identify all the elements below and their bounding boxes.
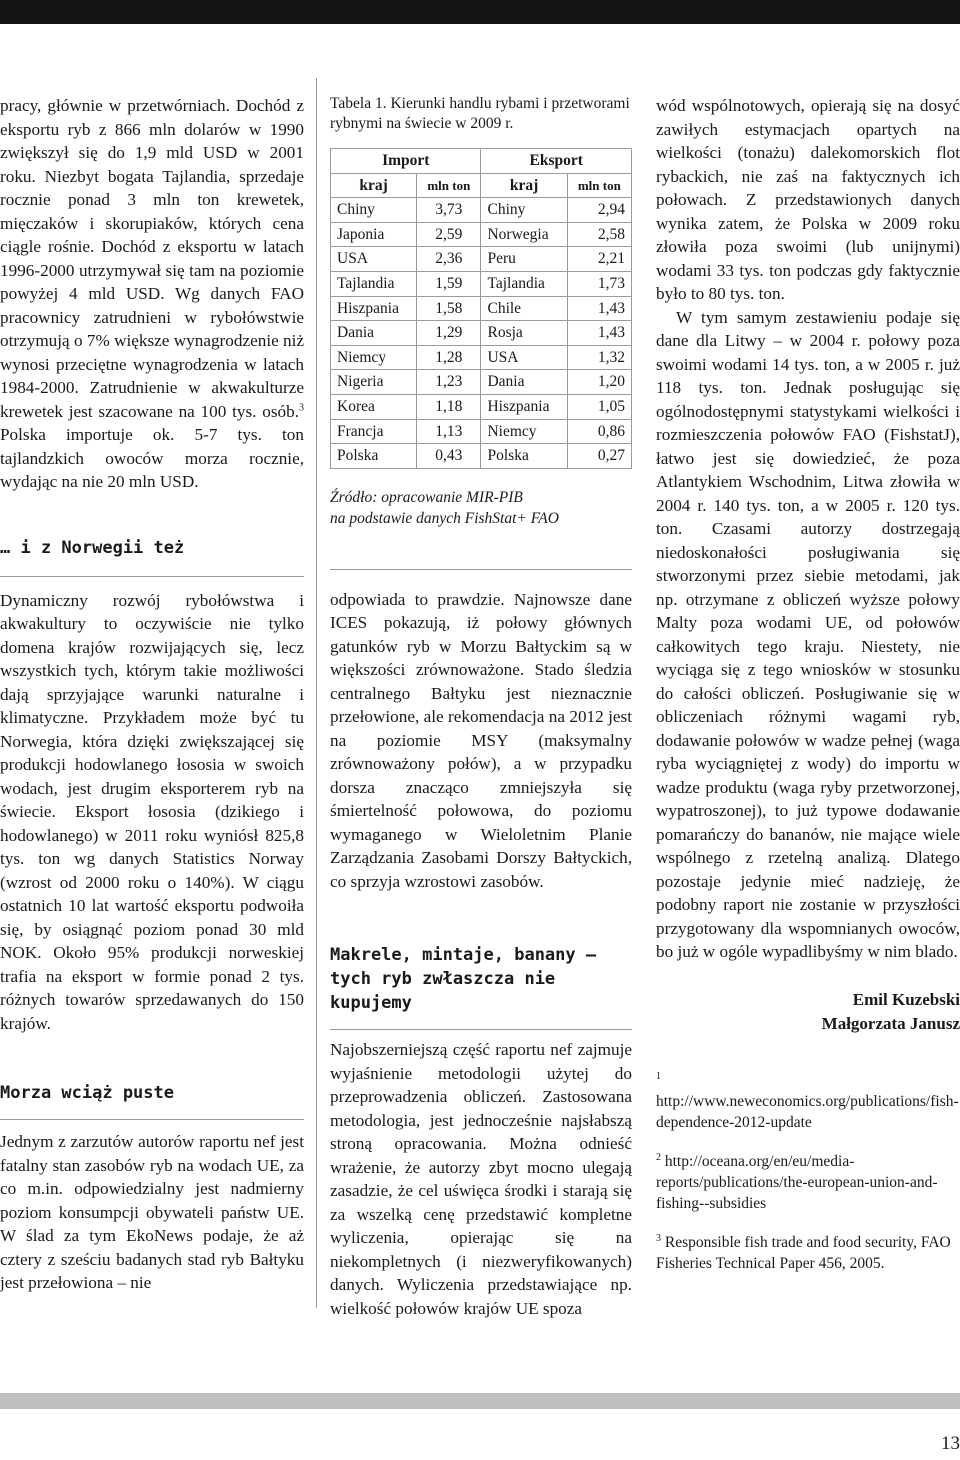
import-value-cell: 3,73 xyxy=(417,198,481,223)
section-rule xyxy=(330,569,632,570)
author-name: Emil Kuzebski xyxy=(852,989,960,1009)
table-body xyxy=(331,198,632,469)
section-heading: Morza wciąż puste xyxy=(0,1083,174,1103)
table-row xyxy=(331,321,632,346)
top-bar xyxy=(0,0,960,24)
import-value-cell: 2,59 xyxy=(417,222,481,247)
footnote-number: 2 xyxy=(656,1151,661,1163)
export-value-cell: 1,05 xyxy=(567,394,631,419)
heading-line: Makrele, mintaje, banany – xyxy=(330,945,597,966)
table-row xyxy=(331,222,632,247)
table-row xyxy=(331,419,632,444)
source-line: Źródło: opracowanie MIR-PIB xyxy=(330,488,523,506)
import-value-cell: 1,29 xyxy=(417,321,481,346)
heading-rule xyxy=(330,1029,632,1030)
import-value-cell: 1,59 xyxy=(417,271,481,296)
import-country-cell: Hiszpania xyxy=(331,296,417,321)
bottom-bar xyxy=(0,1393,960,1409)
trade-table xyxy=(330,148,632,469)
table-row xyxy=(331,198,632,223)
import-value-cell: 1,23 xyxy=(417,370,481,395)
export-value-cell: 0,27 xyxy=(567,444,631,469)
source-line: na podstawie danych FishStat+ FAO xyxy=(330,509,559,527)
import-country-cell: Korea xyxy=(331,394,417,419)
heading-rule xyxy=(0,1119,304,1120)
import-value-cell: 1,18 xyxy=(417,394,481,419)
footnote xyxy=(656,1151,960,1214)
import-country-cell: Francja xyxy=(331,419,417,444)
import-country-cell: Dania xyxy=(331,321,417,346)
author-name: Małgorzata Janusz xyxy=(821,1013,960,1033)
footnote-text: http://oceana.org/en/eu/media-reports/publications/the-european-union-and-fishing--subsidies xyxy=(656,1152,938,1212)
section-heading xyxy=(330,943,632,1015)
import-value-cell: 1,13 xyxy=(417,419,481,444)
export-country-cell: USA xyxy=(481,345,567,370)
column-header-country: kraj xyxy=(331,173,417,198)
table-row xyxy=(331,296,632,321)
export-value-cell: 2,94 xyxy=(567,198,631,223)
paragraph-text: pracy, głównie w przetwórniach. Dochód z eksportu ryb z 866 mln dolarów w 1990 zwiększył się do 1,9 mld USD w 2001 roku. Niezbyt bogata Tajlandia, sprzedaje rocznie ponad 3 mln ton krewetek, mięczaków i skorupiaków, których cena ciągle rośnie. Dochód z eksportu w latach 1996-2000 utrzymywał się tam na poziomie powyżej 4 mld USD. Wg danych FAO pracownicy zatrudnieni w rybołówstwie otrzymują o 7% większe wynagrodzenie niż wynosi przeciętne wynagrodzenia w latach 1984-2000. Zatrudnienie w akwakulturze krewetek jest szacowane na 100 tys. osób. xyxy=(0,96,305,421)
footnote-text: Responsible fish trade and food security, FAO Fisheries Technical Paper 456, 2005. xyxy=(656,1233,951,1272)
export-value-cell: 1,43 xyxy=(567,321,631,346)
export-country-cell: Chiny xyxy=(481,198,567,223)
column-right xyxy=(656,94,960,1274)
table-row xyxy=(331,370,632,395)
import-value-cell: 2,36 xyxy=(417,247,481,272)
paragraph: wód wspólnotowych, opierają się na dosyć zawiłych estymacjach opartych na wielkości (tonażu) dalekomorskich flot rybackich, nie zaś na faktycznych ich połowach. Z przedstawionych danych wynika zatem, że Polska w 2009 roku złowiła poza swoimi (lub unijnymi) wodami 33 tys. ton podczas gdy faktycznie było to 80 tys. ton. xyxy=(656,96,960,303)
footnote xyxy=(656,1070,960,1133)
table-column-header-row xyxy=(331,173,632,198)
column-middle xyxy=(330,94,632,1320)
export-value-cell: 2,58 xyxy=(567,222,631,247)
table-row xyxy=(331,247,632,272)
table-group-header-row xyxy=(331,149,632,174)
import-country-cell: USA xyxy=(331,247,417,272)
import-value-cell: 1,58 xyxy=(417,296,481,321)
export-country-cell: Norwegia xyxy=(481,222,567,247)
column-header-country: kraj xyxy=(481,173,567,198)
export-value-cell: 1,32 xyxy=(567,345,631,370)
column-left xyxy=(0,94,304,1295)
export-value-cell: 1,43 xyxy=(567,296,631,321)
footnote-number: 1 xyxy=(656,1070,661,1082)
import-value-cell: 1,28 xyxy=(417,345,481,370)
footnote-text: http://www.neweconomics.org/publications/fish-dependence-2012-update xyxy=(656,1092,959,1131)
export-country-cell: Polska xyxy=(481,444,567,469)
section-heading: … i z Norwegii też xyxy=(0,537,185,558)
page-number: 13 xyxy=(941,1433,960,1454)
paragraph: W tym samym zestawieniu podaje się dane dla Litwy – w 2004 r. połowy poza swoimi wodami 14 tys. ton, a w 2005 r. już 118 tys. ton. Jednak posługując się ogólnodostępnymi statystykami wielkości i rozmieszczenia połowów FAO (FishstatJ), łatwo jest się dowiedzieć, że poza Atlantykiem Wschodnim, Litwa złowiła w 2004 r. 140 tys. ton, a w 2005 r. 120 tys. ton. Czasami autorzy dostrzegają niedoskonałości posługiwania się stworzonymi przez siebie metodami, jak np. otrzymane z obliczeń wyższe połowy Malty poza wodami UE, od połowów całkowitych tego kraju. Niestety, nie wyciąga się z tego wniosków w stosunku do całości obliczeń. Posługiwanie się w obliczeniach różnymi wagami ryb, dodawanie połowów w wadze pełnej (waga ryba wyciągniętej z wody) do importu w wadze produktu (waga ryby przetworzonej, wypatroszonej), to już typowe dodawanie pomarańczy do bananów, nie mające wiele wspólnego z rzetelną analizą. Dlatego pozostaje jedynie mieć nadzieję, że podobny raport nie zostanie w przyszłości przygotowany dla wspomnianych owoców, bo już w ogóle wypadlibyśmy w nim blado. xyxy=(656,307,960,961)
paragraph-text: Polska importuje ok. 5-7 tys. ton tajlandzkich owoców morza rocznie, wydając na nie 20 mln USD. xyxy=(0,425,304,491)
paragraph xyxy=(0,94,304,494)
table-source xyxy=(330,487,632,529)
table-row xyxy=(331,345,632,370)
export-value-cell: 1,73 xyxy=(567,271,631,296)
column-header-value: mln ton xyxy=(417,173,481,198)
import-country-cell: Niemcy xyxy=(331,345,417,370)
import-country-cell: Chiny xyxy=(331,198,417,223)
footnote-number: 3 xyxy=(656,1232,661,1244)
paragraph: Jednym z zarzutów autorów raportu nef jest fatalny stan zasobów ryb na wodach UE, za co m.in. odpowiedzialny jest nadmierny poziom konsumpcji obywateli państw UE. W ślad za tym EkoNews podaje, że aż cztery z sześciu badanych stad ryb Bałtyku jest przełowiona – nie xyxy=(0,1132,304,1292)
table-row xyxy=(331,394,632,419)
export-value-cell: 2,21 xyxy=(567,247,631,272)
import-country-cell: Polska xyxy=(331,444,417,469)
column-header-value: mln ton xyxy=(567,173,631,198)
column-divider xyxy=(316,78,317,1308)
export-header: Eksport xyxy=(481,149,632,174)
footnote-ref: 3 xyxy=(299,401,304,413)
import-country-cell: Japonia xyxy=(331,222,417,247)
table-row xyxy=(331,444,632,469)
import-header: Import xyxy=(331,149,481,174)
import-country-cell: Tajlandia xyxy=(331,271,417,296)
export-country-cell: Chile xyxy=(481,296,567,321)
export-country-cell: Peru xyxy=(481,247,567,272)
footnote xyxy=(656,1232,960,1274)
export-country-cell: Rosja xyxy=(481,321,567,346)
import-value-cell: 0,43 xyxy=(417,444,481,469)
export-country-cell: Niemcy xyxy=(481,419,567,444)
export-country-cell: Tajlandia xyxy=(481,271,567,296)
paragraph: Dynamiczny rozwój rybołówstwa i akwakultury to oczywiście nie tylko domena krajów rozwijających się, lecz wszystkich tych, którym takie możliwości dają sprzyjające warunki naturalne i klimatyczne. Przykładem może być tu Norwegia, która dzięki zwiększającej się produkcji hodowlanego łososia w swoich wodach, jest drugim eksporterem ryb na świecie. Eksport łososia (dzikiego i hodowlanego) w 2011 roku wyniósł 825,8 tys. ton wg danych Statistics Norway (wzrost od 2000 roku o 140%). W ciągu ostatnich 10 lat wartość eksportu podwoiła się, by osiągnąć poziom ponad 30 mld NOK. Około 95% produkcji norweskiej trafia na eksport w formie ponad 2 tys. różnych towarów sprzedawanych do 150 krajów. xyxy=(0,590,304,1033)
paragraph: odpowiada to prawdzie. Najnowsze dane ICES pokazują, iż połowy głównych gatunków ryb w Morzu Bałtyckim są w większości zrównoważone. Stado śledzia centralnego Bałtyku jest nieznacznie przełowione, ale rekomendacja na 2012 jest na poziomie MSY (maksymalny zrównoważony połów), a w przypadku dorsza znacząco zmniejszyła się śmiertelność połowowa, do poziomu wymaganego w Wieloletnim Planie Zarządzania Zasobami Dorszy Bałtyckich, co sprzyja wzrostowi zasobów. xyxy=(330,589,632,891)
paragraph: Najobszerniejszą część raportu nef zajmuje wyjaśnienie metodologii użytej do przeprowadzenia obliczeń. Zastosowana metodologia, jest jednocześnie najsłabszą stroną opracowania. Można odnieść wrażenie, że autorzy zbyt mocno ulegają zasadzie, że cel uświęca środki i starają się za wszelką cenę przedstawić kompletne wyliczenia, opierając się na niekompletnych (i niezweryfikowanych) danych. Wyliczenia przedstawiające np. wielkość połowów krajów UE spoza xyxy=(330,1040,632,1318)
heading-rule xyxy=(0,576,304,577)
export-value-cell: 0,86 xyxy=(567,419,631,444)
import-country-cell: Nigeria xyxy=(331,370,417,395)
table-caption: Tabela 1. Kierunki handlu rybami i przetworami rybnymi na świecie w 2009 r. xyxy=(330,95,630,132)
heading-line: tych ryb zwłaszcza nie kupujemy xyxy=(330,969,556,1014)
export-country-cell: Hiszpania xyxy=(481,394,567,419)
export-country-cell: Dania xyxy=(481,370,567,395)
table-row xyxy=(331,271,632,296)
export-value-cell: 1,20 xyxy=(567,370,631,395)
